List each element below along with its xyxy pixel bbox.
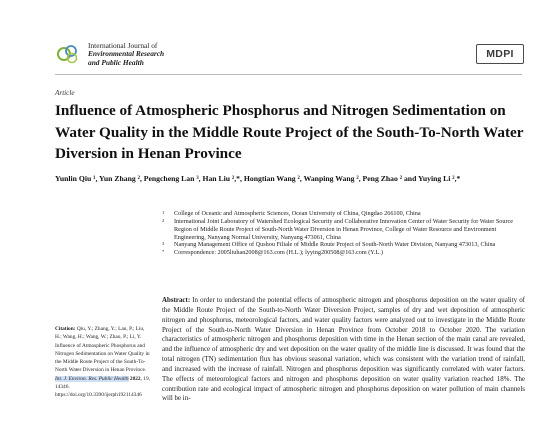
journal-name	[88, 42, 248, 67]
affiliation-text: College of Oceanic and Atmospheric Sciences, Ocean University of China, Qingdao 266100, China	[174, 210, 421, 217]
header-divider	[55, 74, 522, 75]
paper-title: Influence of Atmospheric Phosphorus and Nitrogen Sedimentation on Water Quality in the Middle Route Project of the South-To-North Water Diversion in Henan Province	[55, 102, 524, 163]
journal-name-line3: and Public Health	[88, 57, 144, 67]
citation-volume-doi[interactable]: , 19, 14346. https://doi.org/10.3390/ijerph192114346	[55, 375, 150, 399]
affiliation-text: Nanyang Management Office of Qushou Filiale of Middle Route Project of South-North Water Division, Nanyang 473013, China	[174, 241, 496, 249]
citation-text: Qiu, Y.; Zhang, Y.; Lan, P.; Liu, H.; Wang, H.; Wang, W.; Zhao, P.; Li, Y. Influence of Atmospheric Phosphorus and Nitrogen Sedimentation on Water Quality in the Middle Route Project of the South-To-North Water Diversion in Henan Province.	[55, 326, 150, 374]
affiliation-item	[162, 210, 522, 218]
article-type-label: Article	[55, 89, 75, 97]
citation-year: 2022	[129, 375, 141, 382]
abstract-label: Abstract:	[162, 296, 191, 304]
affiliation-text: International Joint Laboratory of Watershed Ecological Security and Collaborative Innovation Center of Water Security for Water Source Region of Middle Route Project of South-North Water Diversion in Henan Province, College of Water Resource and Environment Engineering, Nanyang Normal University, Nanyang 473061, China	[174, 217, 514, 241]
citation-label: Citation:	[55, 326, 76, 332]
affiliation-item	[162, 218, 522, 242]
affiliation-marker: 2	[162, 217, 165, 223]
journal-name-line1: International Journal of	[88, 41, 158, 50]
affiliation-marker: *	[162, 249, 165, 255]
abstract	[162, 296, 525, 404]
journal-name-line2: Environmental Research	[88, 49, 165, 59]
affiliation-item	[162, 241, 522, 249]
affiliation-marker: 1	[162, 210, 165, 215]
affiliations	[162, 210, 522, 257]
affiliation-marker: 3	[162, 241, 165, 247]
affiliation-item	[162, 249, 522, 257]
affiliation-text: Correspondence: 2005liuhan2008@163.com (H.L.); lyying200508@163.com (Y.L.)	[174, 249, 383, 257]
mdpi-logo[interactable]: MDPI	[476, 44, 524, 64]
journal-logo-icon	[55, 42, 81, 66]
abstract-text: In order to understand the potential effects of atmospheric nitrogen and phosphorus deposition on the water quality of the Middle Route Project of the South-to-North Water Diversion Project, samples of dry and wet deposition of atmospheric nitrogen and phosphorus, meteorological factors, and water quality factors were analyzed out to investigate in the Middle Route Project of the South-to-North Water Diversion in Henan Province from October 2018 to October 2020. The variation characteristics of atmospheric nitrogen and phosphorus deposition with time in the Henan section of the main canal are revealed, and the influence of atmospheric dry and wet deposition on the water quality of the middle line is discussed. It was found that the total nitrogen (TN) sedimentation flux has obvious seasonal variation, which was consistent with the variation trend of rainfall, and increased with the increase of rainfall. Nitrogen and phosphorus deposition was significantly correlated with water factors. The effects of meteorological factors and nitrogen and phosphorus deposition on water quality variation reached 18%. The contribution rate and ecological impact of atmospheric nitrogen and phosphorus deposition on water pollution of main channels will be in-	[162, 296, 525, 403]
citation-block	[55, 325, 150, 400]
author-list: Yunlin Qiu ¹, Yun Zhang ², Pengcheng Lan ³, Han Liu ²,*, Hongtian Wang ², Wanping Wang ², Peng Zhao ² and Yuying Li ²,*	[55, 174, 461, 183]
citation-journal-link[interactable]: Int. J. Environ. Res. Public Health	[55, 375, 129, 382]
